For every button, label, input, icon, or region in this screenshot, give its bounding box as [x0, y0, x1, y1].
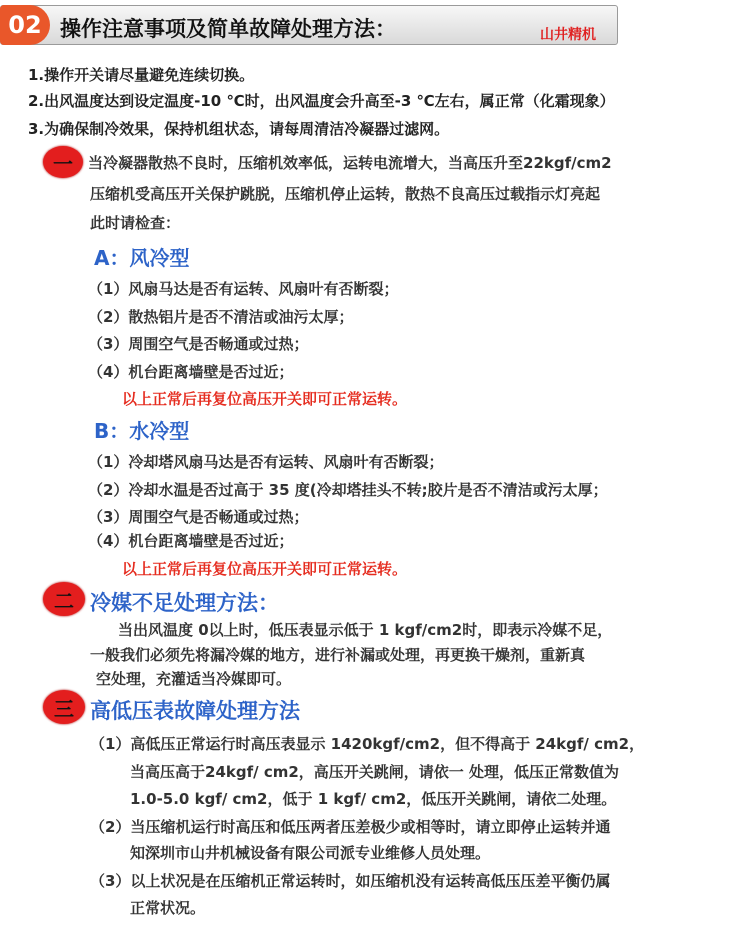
section-three-line: （1）高低压正常运行时高压表显示 1420kgf/cm2，但不得高于 24kgf/ cm2，: [90, 735, 645, 753]
list-item: （4）机台距离墙壁是否过近；: [88, 532, 294, 550]
section-number-badge: 02: [0, 5, 50, 45]
brand-label: 山井精机: [540, 27, 596, 43]
water-cooled-heading: B：水冷型: [94, 419, 190, 443]
section-one-line: 当冷凝器散热不良时，压缩机效率低，运转电流增大，当高压升至22kgf/cm2: [88, 154, 612, 172]
section-two-line: 一般我们必须先将漏冷媒的地方，进行补漏或处理，再更换干燥剂，重新真: [90, 646, 586, 664]
section-three-line: 1.0-5.0 kgf/ cm2，低于 1 kgf/ cm2，低压开关跳闸，请依二处理。: [130, 790, 617, 808]
reset-note: 以上正常后再复位高压开关即可正常运转。: [122, 560, 408, 578]
section-one-badge: 一: [43, 146, 83, 178]
note-2: 2.出风温度达到设定温度-10 ℃时，出风温度会升高至-3 ℃左右，属正常（化霜现象）: [28, 92, 615, 110]
list-item: （3）周围空气是否畅通或过热；: [88, 335, 309, 353]
section-three-line: （3）以上状况是在压缩机正常运转时，如压缩机没有运转高低压压差平衡仍属: [90, 872, 611, 890]
refrigerant-heading: 冷媒不足处理方法：: [90, 591, 279, 615]
section-three-line: 知深圳市山井机械设备有限公司派专业维修人员处理。: [130, 844, 491, 862]
list-item: （4）机台距离墙壁是否过近；: [88, 363, 294, 381]
section-two-line: 空处理，充灌适当冷媒即可。: [96, 670, 292, 688]
note-1: 1.操作开关请尽量避免连续切换。: [28, 66, 255, 84]
note-3: 3.为确保制冷效果，保持机组状态，请每周清洁冷凝器过滤网。: [28, 120, 450, 138]
section-one-line: 压缩机受高压开关保护跳脱，压缩机停止运转，散热不良高压过载指示灯亮起: [90, 185, 601, 203]
section-title: 操作注意事项及简单故障处理方法：: [60, 17, 396, 41]
section-two-line: 当出风温度 0以上时，低压表显示低于 1 kgf/cm2时，即表示冷媒不足，: [118, 621, 613, 639]
list-item: （2）冷却水温是否过高于 35 度(冷却塔挂头不转;胶片是否不清洁或污太厚；: [88, 481, 608, 499]
list-item: （2）散热铝片是否不清洁或油污太厚；: [88, 308, 354, 326]
air-cooled-heading: A：风冷型: [94, 246, 190, 270]
gauge-heading: 高低压表故障处理方法: [90, 699, 300, 723]
reset-note: 以上正常后再复位高压开关即可正常运转。: [122, 390, 408, 408]
section-three-badge: 三: [43, 690, 85, 724]
section-three-line: 正常状况。: [130, 899, 206, 917]
list-item: （1）风扇马达是否有运转、风扇叶有否断裂；: [88, 280, 399, 298]
list-item: （3）周围空气是否畅通或过热；: [88, 508, 309, 526]
section-three-line: 当高压高于24kgf/ cm2，高压开关跳闸，请依一 处理，低压正常数值为: [130, 763, 619, 781]
section-three-line: （2）当压缩机运行时高压和低压两者压差极少或相等时，请立即停止运转并通: [90, 818, 611, 836]
section-one-line: 此时请检查：: [90, 214, 181, 232]
section-two-badge: 二: [43, 582, 85, 616]
list-item: （1）冷却塔风扇马达是否有运转、风扇叶有否断裂；: [88, 453, 444, 471]
